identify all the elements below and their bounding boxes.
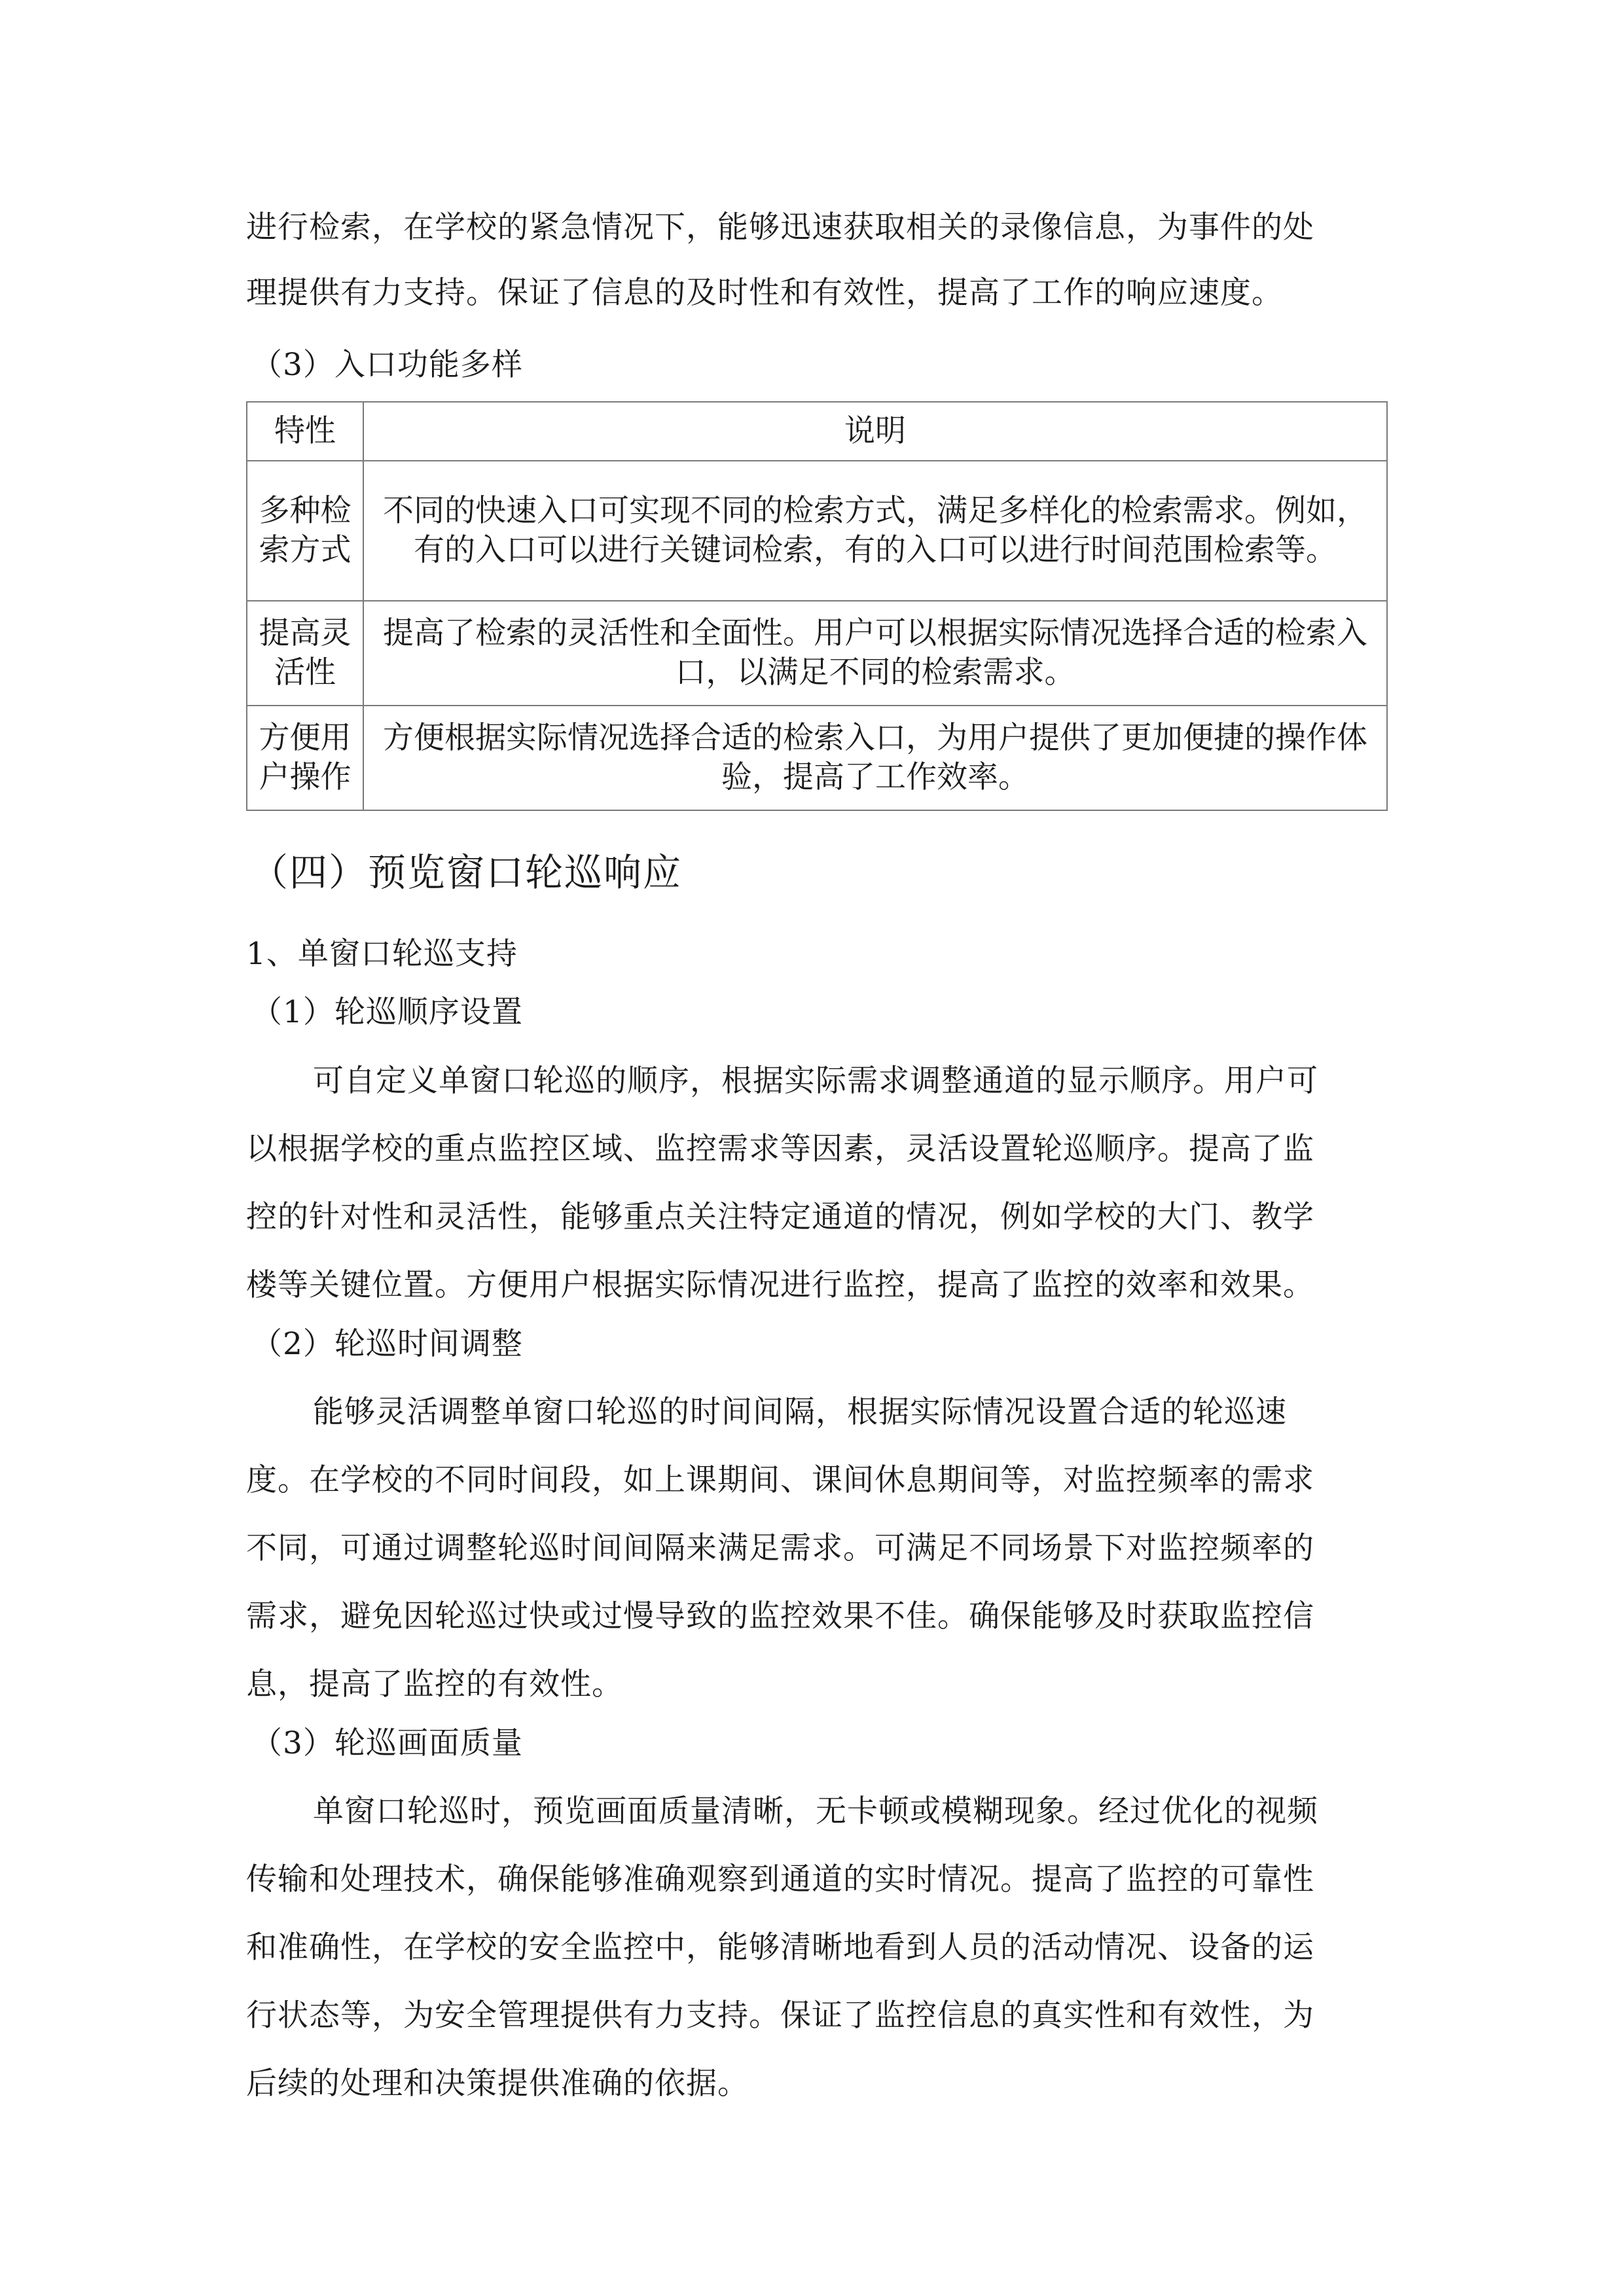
feature-table [246,401,1388,811]
body-text-line: 能够灵活调整单窗口轮巡的时间间隔，根据实际情况设置合适的轮巡速 [313,1394,1287,1430]
body-text-line: 以根据学校的重点监控区域、监控需求等因素，灵活设置轮巡顺序。提高了监 [246,1131,1314,1167]
table-row [247,706,1387,810]
table-cell-description: 提高了检索的灵活性和全面性。用户可以根据实际情况选择合适的检索入口，以满足不同的检索需求。 [363,601,1387,706]
table-cell-feature: 提高灵活性 [247,601,363,706]
body-text-line: 理提供有力支持。保证了信息的及时性和有效性，提高了工作的响应速度。 [246,275,1283,311]
body-text-line: 需求，避免因轮巡过快或过慢导致的监控效果不佳。确保能够及时获取监控信 [246,1598,1314,1634]
table-row [247,461,1387,601]
table-cell-feature: 多种检索方式 [247,461,363,601]
body-text-line: 传输和处理技术，确保能够准确观察到通道的实时情况。提高了监控的可靠性 [246,1861,1314,1897]
table-cell-feature: 方便用户操作 [247,706,363,810]
subsection-heading: 1、单窗口轮巡支持 [246,936,518,972]
body-text-line: 和准确性，在学校的安全监控中，能够清晰地看到人员的活动情况、设备的运 [246,1929,1314,1965]
body-text-line: 进行检索，在学校的紧急情况下，能够迅速获取相关的录像信息，为事件的处 [246,209,1314,245]
item-heading: （2）轮巡时间调整 [251,1326,523,1362]
table-cell-description: 方便根据实际情况选择合适的检索入口，为用户提供了更加便捷的操作体验，提高了工作效率。 [363,706,1387,810]
table-header-row [247,402,1387,461]
table-header-description: 说明 [363,402,1387,461]
body-text-line: 楼等关键位置。方便用户根据实际情况进行监控，提高了监控的效率和效果。 [246,1267,1314,1303]
subheading-entry-functions: （3）入口功能多样 [251,347,523,383]
body-text-line: 控的针对性和灵活性，能够重点关注特定通道的情况，例如学校的大门、教学 [246,1199,1314,1235]
table-header-feature: 特性 [247,402,363,461]
body-text-line: 可自定义单窗口轮巡的顺序，根据实际需求调整通道的显示顺序。用户可 [313,1063,1318,1099]
body-text-line: 单窗口轮巡时，预览画面质量清晰，无卡顿或模糊现象。经过优化的视频 [313,1793,1318,1829]
body-text-line: 不同，可通过调整轮巡时间间隔来满足需求。可满足不同场景下对监控频率的 [246,1530,1314,1566]
body-text-line: 息，提高了监控的有效性。 [246,1666,623,1702]
item-heading: （1）轮巡顺序设置 [251,994,523,1030]
body-text-line: 度。在学校的不同时间段，如上课期间、课间休息期间等，对监控频率的需求 [246,1462,1314,1498]
table-row [247,601,1387,706]
body-text-line: 行状态等，为安全管理提供有力支持。保证了监控信息的真实性和有效性，为 [246,1998,1314,2034]
table-cell-description: 不同的快速入口可实现不同的检索方式，满足多样化的检索需求。例如，有的入口可以进行关键词检索，有的入口可以进行时间范围检索等。 [363,461,1387,601]
section-heading: （四）预览窗口轮巡响应 [250,850,683,895]
body-text-line: 后续的处理和决策提供准确的依据。 [246,2066,749,2102]
item-heading: （3）轮巡画面质量 [251,1725,523,1761]
